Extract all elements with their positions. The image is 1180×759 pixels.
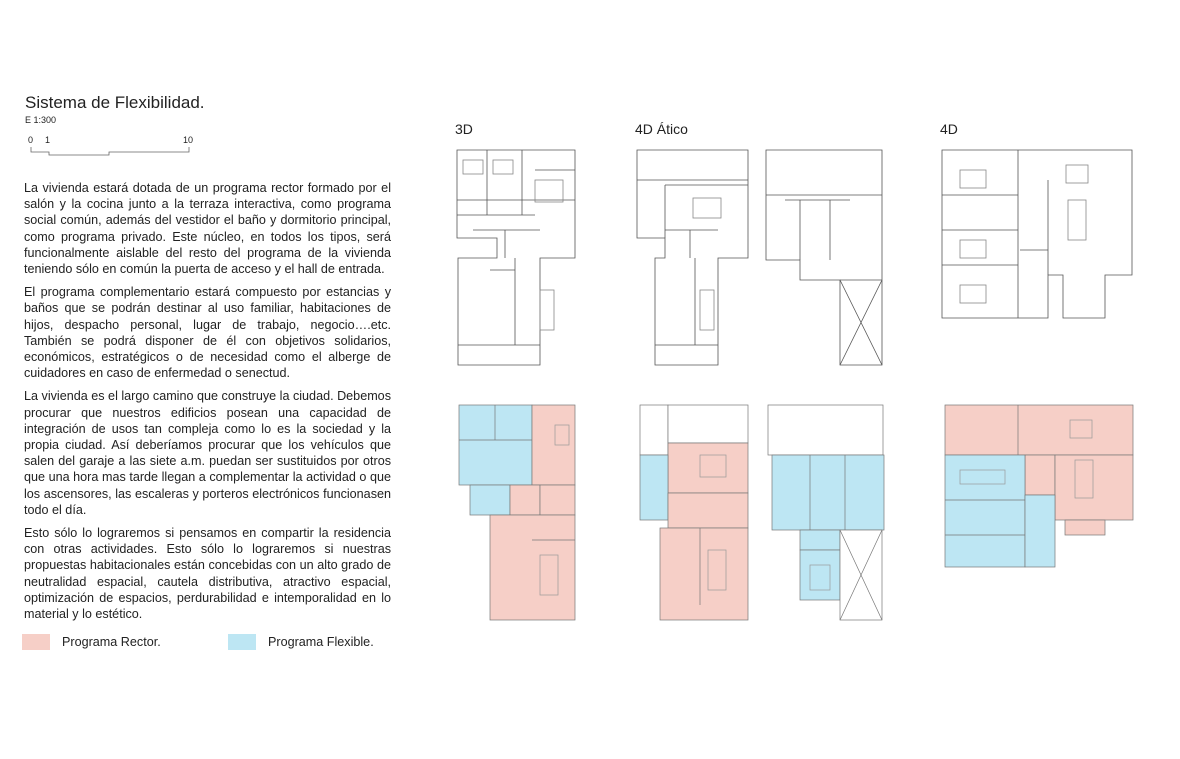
plan-4d-atico-top-b <box>766 150 882 365</box>
scale-label: E 1:300 <box>25 115 57 125</box>
page-title: Sistema de Flexibilidad. <box>25 93 205 112</box>
scale-tick-1: 1 <box>45 135 51 145</box>
scale-tick-0: 0 <box>28 135 34 145</box>
paragraph: El programa complementario estará compuesto por estancias y baños que se podrán destinar al uso familiar, habitaciones de hijos, despacho personal, lugar de trabajo, negocio….etc. También se podrá disponer de él con objetivos solidarios, económicos, estratégicos o de necesidad como el alberge de cuidadores en caso de enfermedad o senectud. <box>24 285 391 381</box>
plan-3d-bottom <box>459 405 575 620</box>
plan-4d-bottom <box>945 405 1133 567</box>
paragraph: Esto sólo lo lograremos si pensamos en compartir la residencia con otras actividades. Esto sólo lo lograremos si nuestras propuestas habitacionales están concebidas con un alto grado de neutralidad espacial, cautela distributiva, atractivo espacial, optimización de espacios, perdurabilidad e intemporalidad en lo material y lo estético. <box>24 526 391 622</box>
paragraph: La vivienda es el largo camino que construye la ciudad. Debemos procurar que nuestros edificios posean una capacidad de integración de usos tan compleja como lo es la sociedad y la propia ciudad. Así deberíamos procurar que los vehículos que salen del garaje a las siete a.m. puedan ser sustituidos por otros que una hora mas tarde llegan a complementar la actividad o que los ascensores, las escaleras y porteros electrónicos funcionasen todo el día. <box>24 389 391 517</box>
column-title-4d-atico: 4D Ático <box>635 121 688 137</box>
column-title-4d: 4D <box>940 121 958 137</box>
plan-3d-top <box>457 150 575 365</box>
plan-4d-atico-bottom-a <box>640 405 748 620</box>
plan-4d-top <box>942 150 1132 318</box>
legend-label: Programa Flexible. <box>268 635 374 649</box>
plan-4d-atico-top-a <box>637 150 748 365</box>
scale-tick-10: 10 <box>183 135 194 145</box>
plan-4d-atico-bottom-b <box>768 405 884 620</box>
paragraph: La vivienda estará dotada de un programa rector formado por el salón y la cocina junto a la terraza interactiva, como programa social común, además del vestidor el baño y dormitorio principal, como programa privado. Este núcleo, en todos los tipos, será funcionalmente aislable del resto del programa de la vivienda teniendo sólo en común la puerta de acceso y el hall de entrada. <box>24 181 391 277</box>
column-title-3d: 3D <box>455 121 473 137</box>
legend-label: Programa Rector. <box>62 635 161 649</box>
